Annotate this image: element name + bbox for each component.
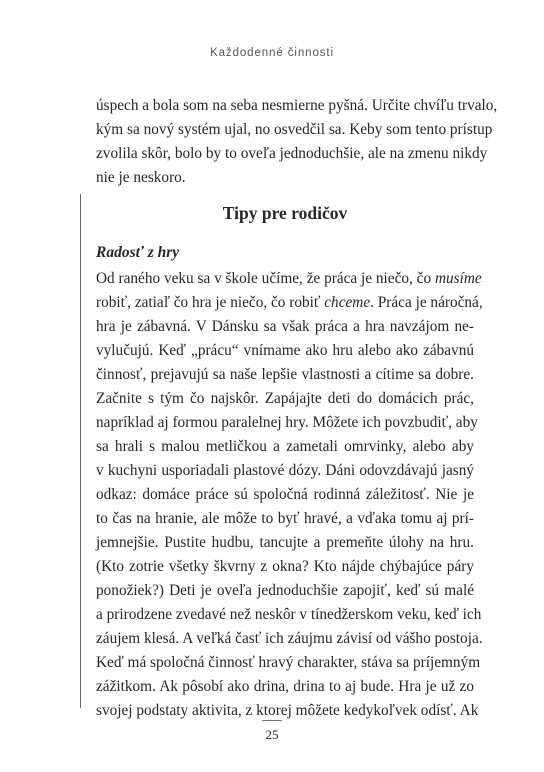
body-text-segment: svojej podstaty aktivita, z ktorej môžete kedykoľvek odísť. Ak xyxy=(96,702,479,719)
section-heading: Radosť z hry xyxy=(96,244,180,261)
body-text-segment: záujem klesá. A veľká časť ich záujmu závisí od vášho postoja. xyxy=(96,630,483,647)
body-line xyxy=(96,579,474,603)
tips-body xyxy=(96,267,483,723)
body-text-segment: sa hrali s malou metličkou a zametali omrvinky, alebo aby xyxy=(96,438,474,455)
body-text-segment: Keď má spoločná činnosť hravý charakter, stáva sa príjemným xyxy=(96,654,481,671)
body-line xyxy=(96,435,474,459)
body-text-segment: . Práca je náročná, xyxy=(370,294,483,311)
body-line xyxy=(96,267,482,291)
body-line xyxy=(96,459,474,483)
page-number: 25 xyxy=(265,727,279,742)
body-line xyxy=(96,507,474,531)
body-line xyxy=(96,675,474,699)
body-line xyxy=(96,291,483,315)
tips-box-border xyxy=(80,194,81,708)
body-line xyxy=(96,531,474,555)
box-title: Tipy pre rodičov xyxy=(222,203,348,223)
body-text-segment: Od raného veku sa v škole učíme, že práca je niečo, čo xyxy=(96,270,435,287)
italic-emphasis: chceme xyxy=(324,294,371,311)
page-number-rule xyxy=(262,720,282,721)
body-text-segment: a prirodzene zvedavé než neskôr v tínedžerskom veku, keď ich xyxy=(96,606,482,623)
body-text-segment: jemnejšie. Pustite hudbu, tancujte a premeňte úlohy na hru. xyxy=(96,534,474,551)
intro-line: nie je neskoro. xyxy=(96,169,186,186)
body-line xyxy=(96,555,474,579)
body-line xyxy=(96,363,474,387)
intro-paragraph xyxy=(96,94,498,190)
running-header: Každodenné činnosti xyxy=(210,47,334,59)
body-text-segment: ponožiek?) Deti je oveľa jednoduchšie zapojiť, keď sú malé xyxy=(96,582,474,599)
body-line xyxy=(96,339,474,363)
body-line xyxy=(96,651,481,675)
body-text-segment: vylučujú. Keď „prácu“ vnímame ako hru alebo ako zábavnú xyxy=(96,342,474,359)
intro-line: zvolila skôr, bolo by to oveľa jednoduchšie, ale na zmenu nikdy xyxy=(96,145,488,162)
body-text-segment: v kuchyni usporiadali plastové dózy. Dáni odovzdávajú jasný xyxy=(96,462,474,479)
body-text-segment: (Kto zotrie všetky škvrny z okna? Kto nájde chýbajúce páry xyxy=(96,558,474,575)
body-line xyxy=(96,411,478,435)
body-line xyxy=(96,603,482,627)
body-text-segment: Začnite s tým čo najskôr. Zapájajte deti do domácich prác, xyxy=(96,390,474,407)
body-text-segment: odkaz: domáce práce sú spoločná rodinná záležitosť. Nie je xyxy=(96,486,474,503)
intro-line: úspech a bola som na seba nesmierne pyšná. Určite chvíľu trvalo, xyxy=(96,97,498,114)
body-line xyxy=(96,627,483,651)
body-line xyxy=(96,699,479,723)
body-text-segment: zážitkom. Ak pôsobí ako drina, drina to aj bude. Hra je už zo xyxy=(96,678,474,695)
body-text-segment: napríklad aj formou paralelnej hry. Môžete ich povzbudiť, aby xyxy=(96,414,478,431)
body-text-segment: činnosť, prejavujú sa naše lepšie vlastnosti a cítime sa dobre. xyxy=(96,366,474,383)
body-line xyxy=(96,483,474,507)
body-text-segment: to čas na hranie, ale môže to byť hravé, a vďaka tomu aj prí- xyxy=(96,510,474,527)
body-text-segment: hra je zábavná. V Dánsku sa však práca a hra navzájom ne- xyxy=(96,318,474,335)
body-text-segment: robiť, zatiaľ čo hra je niečo, čo robiť xyxy=(96,294,325,311)
intro-line: kým sa nový systém ujal, no osvedčil sa. Keby som tento prístup xyxy=(96,121,493,138)
body-line xyxy=(96,387,474,411)
italic-emphasis: musíme xyxy=(434,270,482,287)
body-line xyxy=(96,315,474,339)
